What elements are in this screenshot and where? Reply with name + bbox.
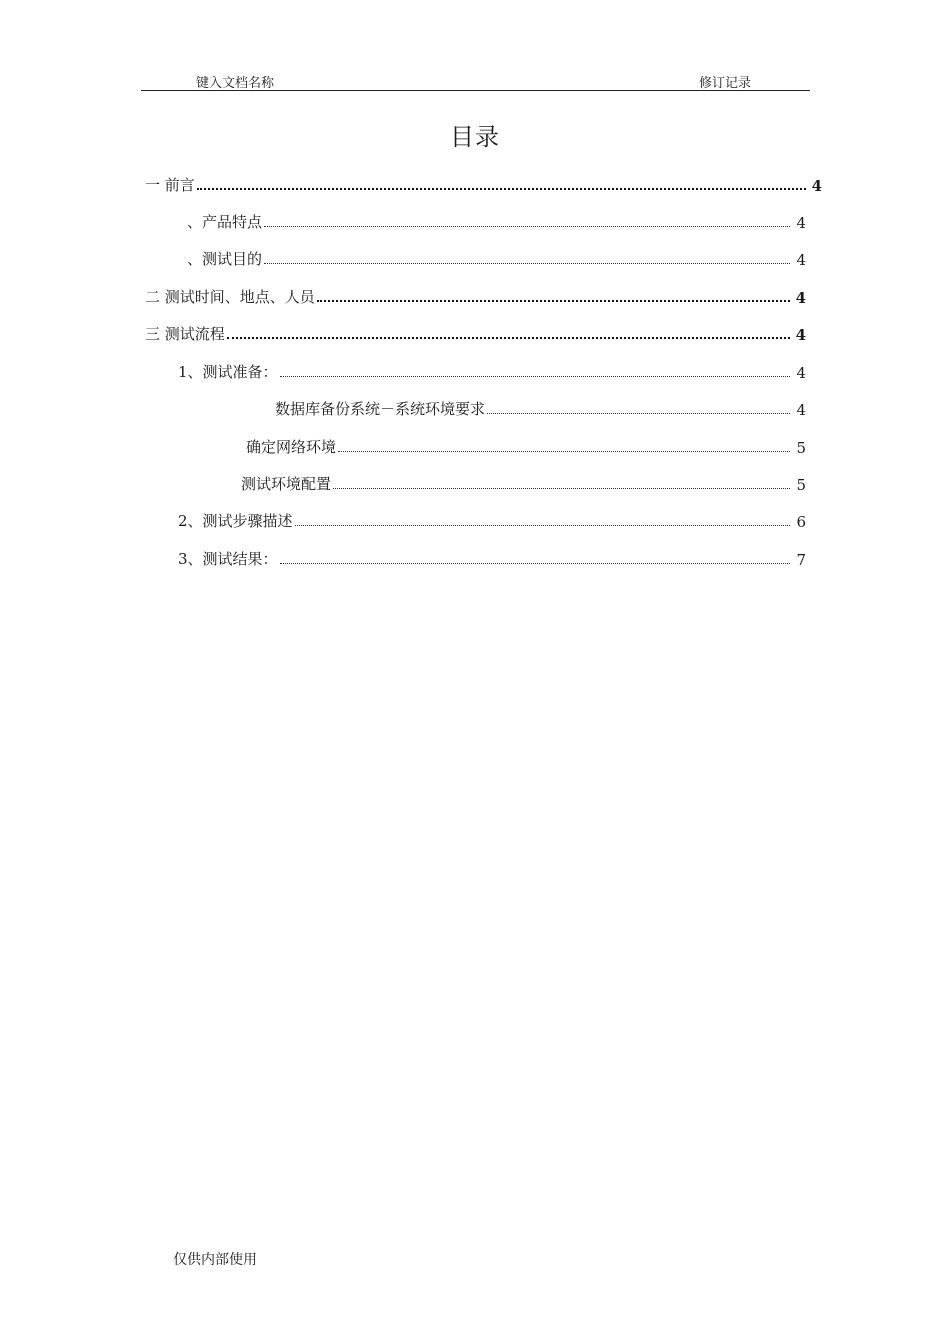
toc-entry-page: 4: [796, 214, 806, 232]
toc-leader: [227, 336, 790, 339]
toc-entry-page: 6: [796, 513, 806, 531]
toc-entry-label: 、测试目的: [187, 250, 263, 268]
toc-entry-system-requirements[interactable]: [275, 397, 806, 419]
document-name: 键入文档名称: [196, 76, 275, 91]
toc-entry-page: 4: [795, 289, 806, 307]
page-footer: 仅供内部使用: [173, 1252, 257, 1268]
toc-leader: [333, 487, 790, 489]
toc-entry-page: 4: [795, 326, 806, 344]
toc-entry-network-environment[interactable]: [246, 435, 806, 457]
toc-leader: [264, 225, 790, 227]
toc-entry-page: 4: [796, 364, 806, 382]
toc-entry-page: 5: [796, 476, 806, 494]
toc-entry-time-place-people[interactable]: [145, 285, 806, 307]
toc-entry-page: 4: [796, 401, 806, 419]
toc-entry-page: 7: [796, 551, 806, 569]
revision-record: 修订记录: [699, 76, 752, 91]
page-header: [141, 70, 810, 91]
toc-entry-label: 确定网络环境: [246, 438, 337, 456]
toc-entry-label: 数据库备份系统－系统环境要求: [275, 400, 486, 418]
toc-leader: [264, 262, 790, 264]
toc-entry-label: 二 测试时间、地点、人员: [145, 288, 315, 306]
toc-entry-page: 5: [796, 439, 806, 457]
toc-entry-test-results[interactable]: [178, 547, 806, 569]
toc-entry-environment-config[interactable]: [241, 472, 806, 494]
toc-entry-label: 三 测试流程: [145, 325, 225, 343]
toc-entry-label: 1、测试准备：: [178, 363, 278, 381]
toc-title: 目录: [450, 123, 500, 151]
toc-entry-label: 、产品特点: [187, 213, 263, 231]
toc-entry-preface[interactable]: [145, 173, 822, 195]
toc-entry-product-features[interactable]: [187, 210, 806, 232]
toc-entry-test-purpose[interactable]: [187, 247, 806, 269]
toc-leader: [317, 299, 790, 302]
toc-leader: [197, 187, 806, 190]
toc-entry-label: 测试环境配置: [241, 475, 332, 493]
toc-leader: [338, 450, 790, 452]
toc-leader: [280, 562, 790, 564]
toc-entry-test-process[interactable]: [145, 322, 806, 344]
toc-entry-label: 一 前言: [145, 176, 195, 194]
toc-leader: [487, 412, 790, 414]
toc-entry-label: 2、测试步骤描述: [178, 512, 293, 530]
toc-entry-label: 3、测试结果：: [178, 550, 278, 568]
toc-entry-test-steps[interactable]: [178, 509, 806, 531]
toc-entry-page: 4: [811, 177, 822, 195]
toc-leader: [280, 375, 790, 377]
toc-leader: [295, 524, 790, 526]
toc-entry-test-preparation[interactable]: [178, 360, 806, 382]
toc-entry-page: 4: [796, 251, 806, 269]
